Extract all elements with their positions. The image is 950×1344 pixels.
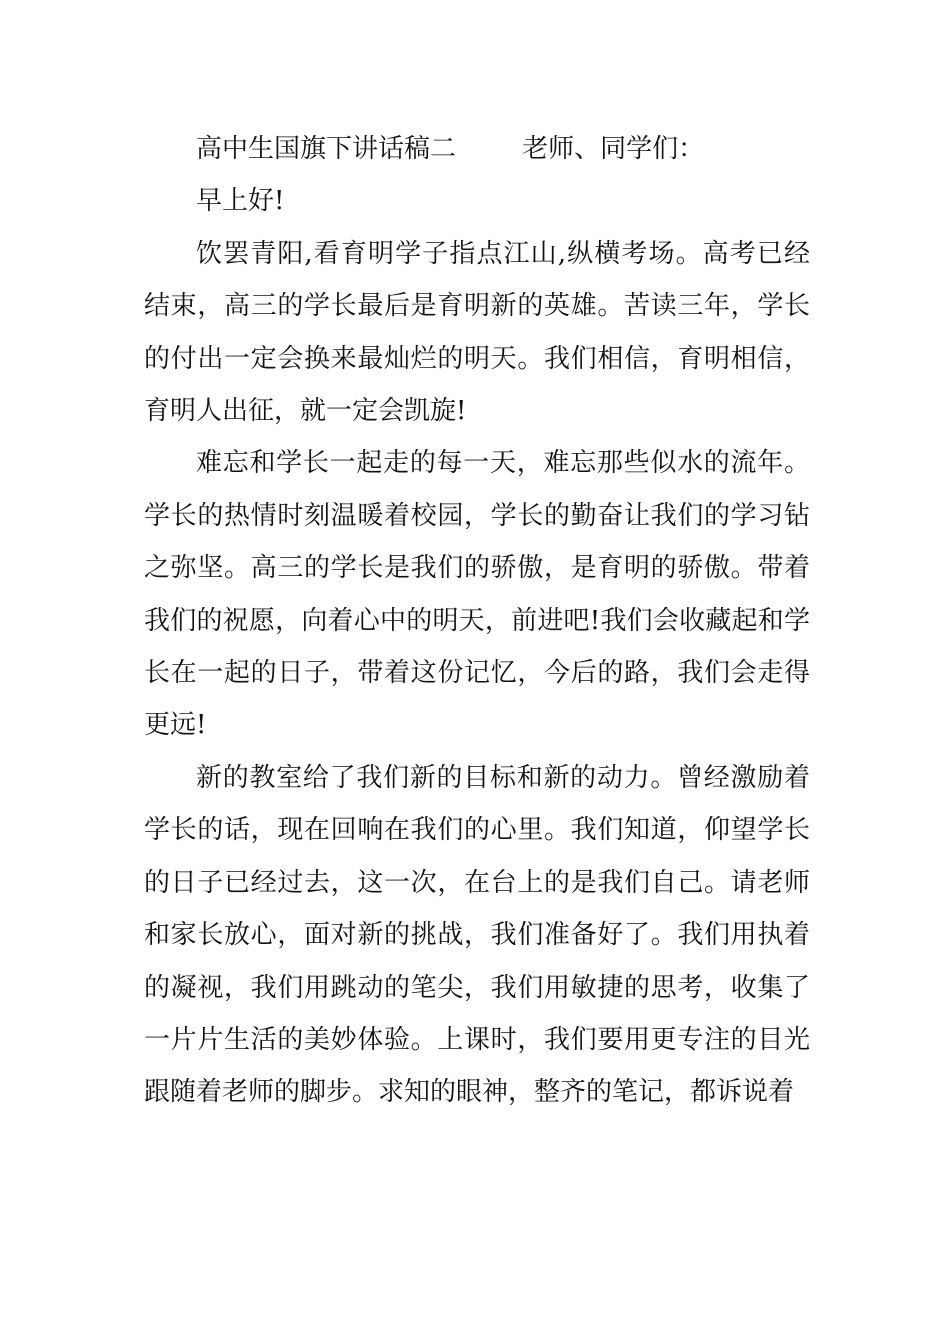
document-body	[144, 123, 810, 1119]
greeting: 早上好!	[196, 186, 285, 217]
document-title: 高中生国旗下讲话稿二	[196, 134, 457, 164]
paragraph-1: 饮罢青阳,看育明学子指点江山,纵横考场。高考已经结束，高三的学长最后是育明新的英雄。苦读三年，学长的付出一定会换来最灿烂的明天。我们相信，育明相信，育明人出征，就一定会凯旋!	[144, 238, 810, 427]
title-line	[144, 123, 810, 175]
salutation: 老师、同学们：	[522, 134, 705, 164]
paragraph-2: 难忘和学长一起走的每一天，难忘那些似水的流年。学长的热情时刻温暖着校园，学长的勤奋让我们的学习钻之弥坚。高三的学长是我们的骄傲，是育明的骄傲。带着我们的祝愿，向着心中的明天，前进吧!我们会收藏起和学长在一起的日子，带着这份记忆，今后的路，我们会走得更远!	[144, 448, 810, 741]
paragraph-3: 新的教室给了我们新的目标和新的动力。曾经激励着学长的话，现在回响在我们的心里。我们知道，仰望学长的日子已经过去，这一次，在台上的是我们自己。请老师和家长放心，面对新的挑战，我们准备好了。我们用执着的凝视，我们用跳动的笔尖，我们用敏捷的思考，收集了一片片生活的美妙体验。上课时，我们要用更专注的目光跟随着老师的脚步。求知的眼神，整齐的笔记，都诉说着	[144, 762, 810, 1108]
title-gap	[456, 134, 522, 164]
